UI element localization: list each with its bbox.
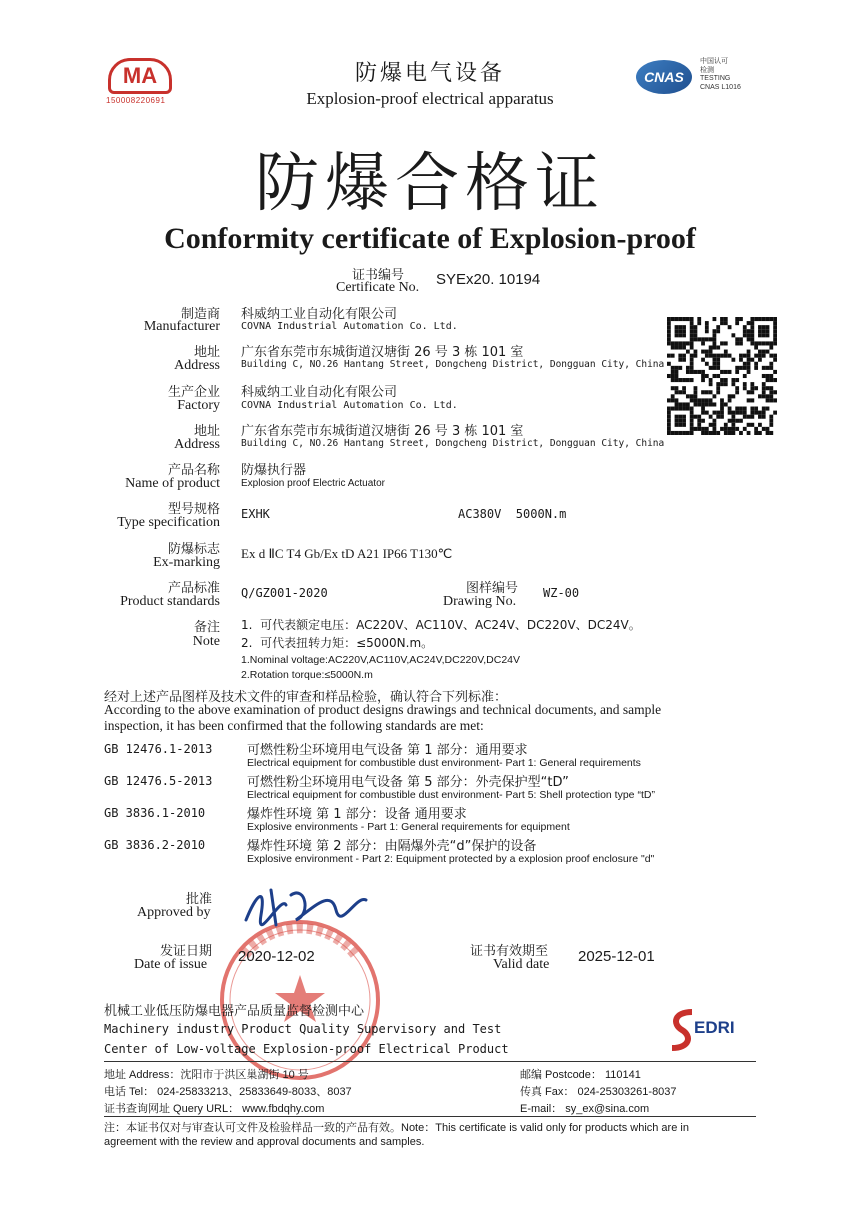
exmarking-label-cn: 防爆标志 bbox=[167, 542, 220, 557]
product-value-en: Explosion proof Electric Actuator bbox=[241, 478, 385, 489]
exmarking-label-en: Ex-marking bbox=[153, 555, 220, 570]
note-line-3: 1.Nominal voltage:AC220V,AC110V,AC24V,DC220V,DC24V bbox=[241, 654, 521, 666]
address1-value-cn: 广东省东莞市东城街道汉塘街 26 号 3 栋 101 室 bbox=[241, 345, 524, 360]
footer-note-2: agreement with the review and approval documents and samples. bbox=[104, 1136, 425, 1148]
statement-cn: 经对上述产品图样及技术文件的审查和样品检验，确认符合下列标准： bbox=[104, 690, 508, 705]
footer-email: E-mail： sy_ex@sina.com bbox=[520, 1103, 650, 1115]
address2-label-en: Address bbox=[174, 437, 220, 452]
manufacturer-label-cn: 制造商 bbox=[180, 307, 220, 322]
drawing-label-en: Drawing No. bbox=[443, 594, 517, 609]
type-value-spec: AC380V 5000N.m bbox=[458, 507, 567, 521]
center-name-en-2: Center of Low-voltage Explosion-proof Electrical Product bbox=[104, 1042, 509, 1056]
factory-label-en: Factory bbox=[177, 398, 220, 413]
note-line-4: 2.Rotation torque:≤5000N.m bbox=[241, 669, 373, 681]
footer-address: 地址 Address：沈阳市于洪区巢湖街 10 号 bbox=[104, 1069, 309, 1081]
address2-label-cn: 地址 bbox=[193, 424, 220, 439]
footer-fax: 传真 Fax： 024-25303261-8037 bbox=[520, 1086, 677, 1098]
address1-value-en: Building C, NO.26 Hantang Street, Dongcheng District, Dongguan City, China bbox=[241, 359, 665, 370]
valid-date: 2025-12-01 bbox=[578, 948, 655, 965]
statement-en-2: inspection, it has been confirmed that the following standards are met: bbox=[104, 718, 484, 733]
signature bbox=[236, 875, 376, 935]
qr-code bbox=[667, 317, 777, 435]
standard-title-en: Electrical equipment for combustible dust environment- Part 5: Shell protection type “tD” bbox=[247, 789, 655, 801]
type-label-en: Type specification bbox=[117, 515, 220, 530]
note-line-2: 2. 可代表扭转力矩：≤5000N.m。 bbox=[241, 636, 434, 650]
factory-value-en: COVNA Industrial Automation Co. Ltd. bbox=[241, 400, 458, 411]
cnas-logo-mark: CNAS bbox=[636, 60, 692, 94]
statement-en-1: According to the above examination of product designs drawings and technical documents, and sample bbox=[104, 702, 662, 717]
drawing-value: WZ-00 bbox=[543, 586, 580, 600]
approved-label-en: Approved by bbox=[137, 905, 211, 920]
title-cn: 防爆合格证 bbox=[255, 147, 605, 221]
standards-label-cn: 产品标准 bbox=[167, 581, 220, 596]
certificate-number: SYEx20. 10194 bbox=[436, 271, 541, 288]
factory-label-cn: 生产企业 bbox=[167, 385, 220, 400]
type-label-cn: 型号规格 bbox=[167, 502, 220, 517]
category-cn: 防爆电气设备 bbox=[354, 61, 505, 86]
issue-label-en: Date of issue bbox=[134, 957, 208, 972]
issue-label-cn: 发证日期 bbox=[160, 944, 213, 959]
standards-label-en: Product standards bbox=[120, 594, 220, 609]
certificate-label-cn: 证书编号 bbox=[352, 268, 405, 283]
factory-value-cn: 科威纳工业自动化有限公司 bbox=[241, 385, 398, 400]
product-label-cn: 产品名称 bbox=[167, 463, 220, 478]
standard-code: GB 3836.2-2010 bbox=[104, 838, 206, 852]
note-label-en: Note bbox=[192, 634, 220, 649]
address2-value-en: Building C, NO.26 Hantang Street, Dongcheng District, Dongguan City, China bbox=[241, 438, 665, 449]
note-label-cn: 备注 bbox=[193, 620, 220, 635]
title-en: Conformity certificate of Explosion-proof bbox=[164, 222, 696, 255]
center-name-en-1: Machinery industry Product Quality Supervisory and Test bbox=[104, 1022, 502, 1036]
sedri-logo bbox=[668, 1008, 758, 1054]
standard-code: GB 12476.5-2013 bbox=[104, 774, 213, 788]
product-label-en: Name of product bbox=[125, 476, 220, 491]
valid-label-en: Valid date bbox=[493, 957, 550, 972]
drawing-label-cn: 图样编号 bbox=[466, 581, 519, 596]
note-line-1: 1. 可代表额定电压：AC220V、AC110V、AC24V、DC220V、DC24V。 bbox=[241, 618, 641, 632]
footer-note-1: 注：本证书仅对与审查认可文件及检验样品一致的产品有效。Note：This certificate is valid only for products which are in bbox=[104, 1122, 689, 1134]
address1-label-en: Address bbox=[174, 358, 220, 373]
footer-postcode: 邮编 Postcode： 110141 bbox=[520, 1069, 641, 1081]
valid-label-cn: 证书有效期至 bbox=[470, 944, 549, 959]
footer-divider bbox=[104, 1061, 756, 1062]
standard-title-cn: 爆炸性环境 第 1 部分：设备 通用要求 bbox=[247, 807, 467, 822]
category-en: Explosion-proof electrical apparatus bbox=[306, 89, 554, 108]
standard-title-en: Explosive environment - Part 2: Equipment protected by a explosion proof enclosure "d" bbox=[247, 853, 655, 865]
footer-divider bbox=[104, 1116, 756, 1117]
issue-date: 2020-12-02 bbox=[238, 948, 315, 965]
standard-code: GB 3836.1-2010 bbox=[104, 806, 206, 820]
manufacturer-value-cn: 科威纳工业自动化有限公司 bbox=[241, 307, 398, 322]
center-name-cn: 机械工业低压防爆电器产品质量监督检测中心 bbox=[104, 1004, 365, 1019]
standards-value: Q/GZ001-2020 bbox=[241, 586, 328, 600]
cma-number: 150008220691 bbox=[106, 96, 166, 105]
footer-tel: 电话 Tel： 024-25833213、25833649-8033、8037 bbox=[104, 1086, 352, 1098]
standard-title-cn: 爆炸性环境 第 2 部分：由隔爆外壳“d”保护的设备 bbox=[247, 839, 537, 854]
standard-title-en: Explosive environments - Part 1: General requirements for equipment bbox=[247, 821, 570, 833]
footer-query-url: 证书查询网址 Query URL： www.fbdqhy.com bbox=[104, 1103, 325, 1115]
standard-title-cn: 可燃性粉尘环境用电气设备 第 5 部分：外壳保护型“tD” bbox=[247, 775, 569, 790]
cnas-caption: 中国认可 检测 TESTING CNAS L1016 bbox=[700, 58, 741, 91]
sedri-logo-text: EDRI bbox=[694, 1018, 735, 1037]
standard-title-en: Electrical equipment for combustible dust environment- Part 1: General requirements bbox=[247, 757, 641, 769]
standard-title-cn: 可燃性粉尘环境用电气设备 第 1 部分：通用要求 bbox=[247, 743, 528, 758]
certificate-label-en: Certificate No. bbox=[336, 280, 420, 295]
standard-code: GB 12476.1-2013 bbox=[104, 742, 213, 756]
address2-value-cn: 广东省东莞市东城街道汉塘街 26 号 3 栋 101 室 bbox=[241, 424, 524, 439]
manufacturer-label-en: Manufacturer bbox=[143, 319, 220, 334]
manufacturer-value-en: COVNA Industrial Automation Co. Ltd. bbox=[241, 321, 458, 332]
product-value-cn: 防爆执行器 bbox=[241, 463, 307, 478]
exmarking-value: Ex d ⅡC T4 Gb/Ex tD A21 IP66 T130℃ bbox=[241, 546, 453, 561]
cma-logo-mark: MA bbox=[108, 58, 172, 94]
type-value-model: EXHK bbox=[241, 507, 270, 521]
approved-label-cn: 批准 bbox=[186, 892, 213, 907]
address1-label-cn: 地址 bbox=[193, 345, 220, 360]
